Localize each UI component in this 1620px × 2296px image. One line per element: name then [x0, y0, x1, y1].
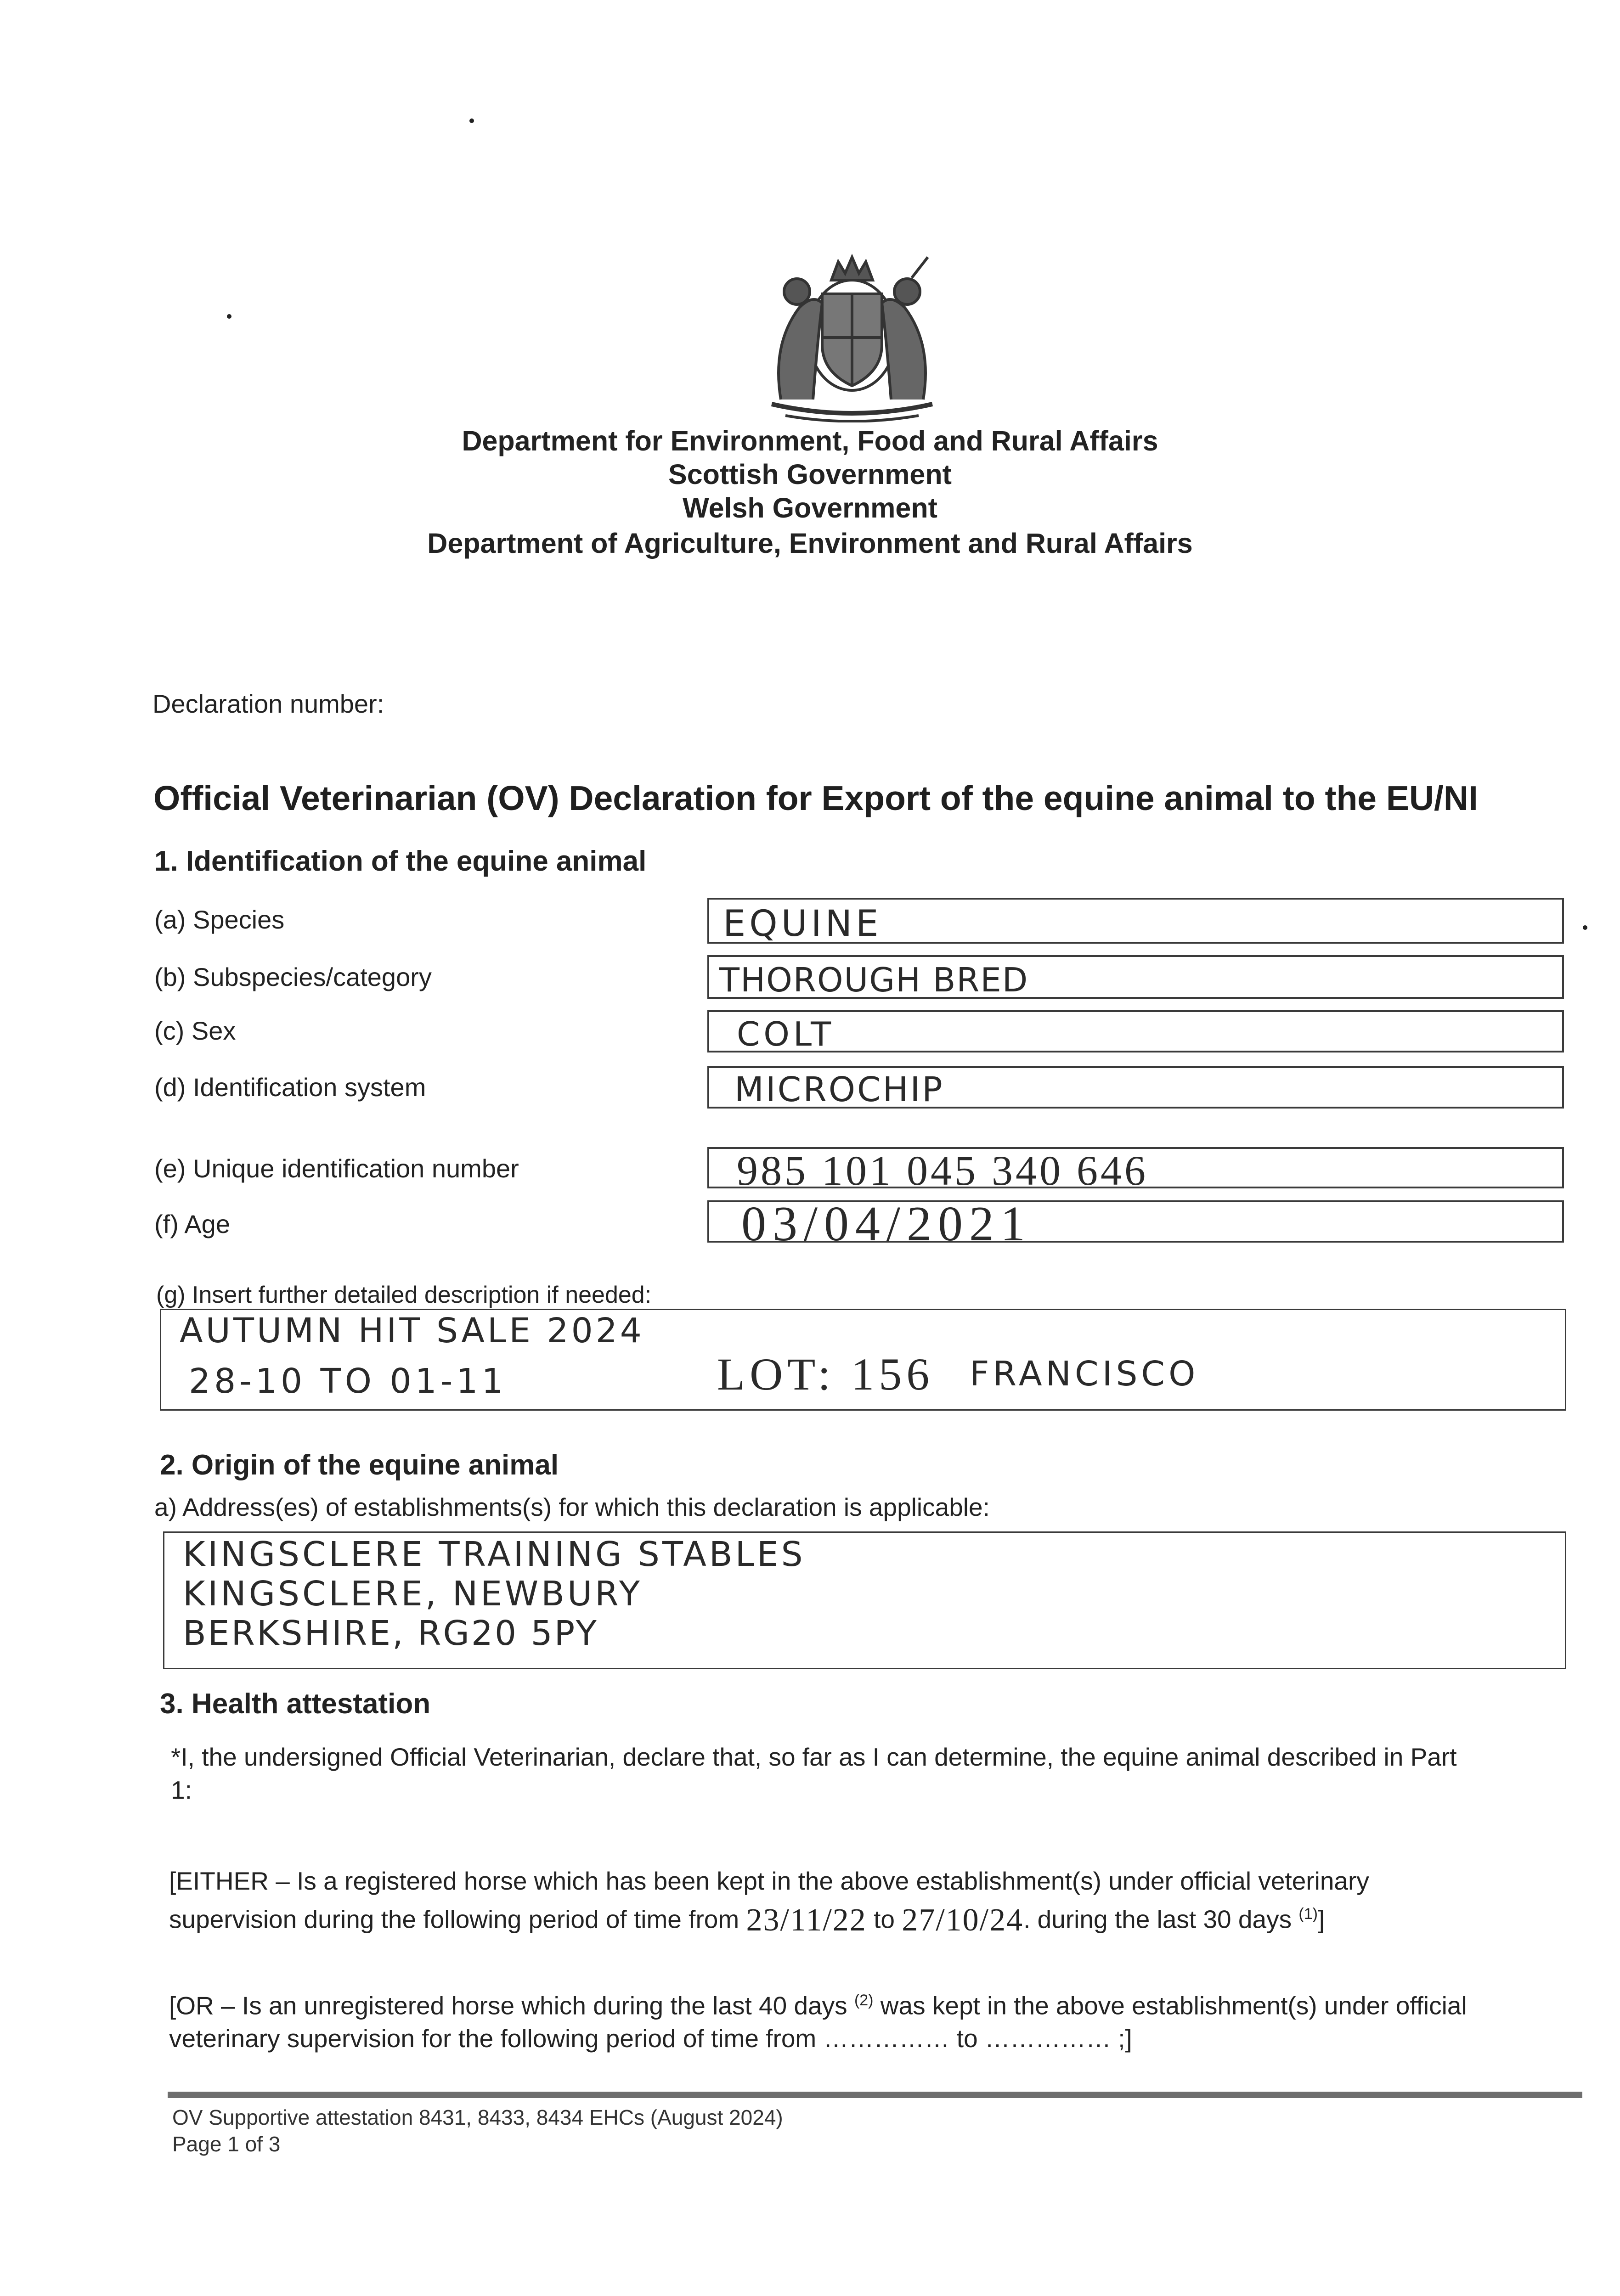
either-line2-start: supervision during the following period of time from: [169, 1905, 739, 1934]
attestation-intro-line2: 1:: [171, 1776, 192, 1804]
either-to-date[interactable]: 27/10/24: [902, 1902, 1024, 1938]
age-field[interactable]: [707, 1197, 1564, 1251]
attestation-or: [169, 1984, 1584, 2055]
or-line1: [169, 1984, 1584, 2022]
sex-field[interactable]: [707, 1010, 1564, 1052]
attestation-intro-line1: *I, the undersigned Official Veterinarian, declare that, so far as I can determine, the equine animal described in Part: [171, 1743, 1457, 1771]
page-number: Page 1 of 3: [172, 2132, 281, 2156]
subspecies-label: (b) Subspecies/category: [154, 962, 432, 991]
species-label: (a) Species: [154, 905, 285, 934]
footer-divider: [168, 2092, 1582, 2098]
section1-heading: 1. Identification of the equine animal: [154, 845, 647, 877]
footer-reference: OV Supportive attestation 8431, 8433, 8434 EHCs (August 2024): [172, 2105, 783, 2129]
id-system-value: MICROCHIP: [734, 1070, 944, 1109]
scan-speck: [227, 314, 231, 319]
description-line2: 28-10 TO 01-11: [189, 1362, 507, 1401]
description-lot: LOT: 156: [717, 1349, 934, 1400]
either-line2: [169, 1897, 1584, 1937]
description-field[interactable]: [160, 1309, 1566, 1411]
document-title: Official Veterinarian (OV) Declaration for Export of the equine animal to the EU/NI: [153, 779, 1478, 817]
header-daera: Department of Agriculture, Environment and Rural Affairs: [427, 528, 1193, 559]
either-close-bracket: ]: [1317, 1905, 1325, 1934]
address-line2: KINGSCLERE, NEWBURY: [183, 1574, 643, 1614]
address-line3: BERKSHIRE, RG20 5PY: [183, 1614, 598, 1653]
either-line2-end: . during the last 30 days: [1023, 1905, 1292, 1934]
scan-speck: [1583, 925, 1587, 930]
or-line2: veterinary supervision for the following period of time from …………… to …………… ;]: [169, 2024, 1132, 2053]
description-name: FRANCISCO: [970, 1354, 1199, 1394]
or-line1-start: [OR – Is an unregistered horse which during the last 40 days: [169, 1991, 847, 2020]
description-label: (g) Insert further detailed description if needed:: [156, 1282, 652, 1308]
attestation-intro: [171, 1740, 1576, 1806]
uid-label: (e) Unique identification number: [154, 1154, 519, 1183]
either-line1: [EITHER – Is a registered horse which has been kept in the above establishment(s) under official veterinary: [169, 1867, 1369, 1895]
address-line1: KINGSCLERE TRAINING STABLES: [183, 1535, 806, 1574]
either-to-word: to: [874, 1905, 895, 1934]
sex-value: COLT: [737, 1015, 835, 1053]
species-field[interactable]: [707, 898, 1564, 944]
header-welsh-gov: Welsh Government: [683, 492, 937, 523]
section2-heading: 2. Origin of the equine animal: [160, 1449, 559, 1481]
address-label: a) Address(es) of establishments(s) for which this declaration is applicable:: [154, 1493, 990, 1521]
subspecies-value: THOROUGH BRED: [719, 961, 1029, 999]
attestation-either: [169, 1864, 1584, 1937]
header-scottish-gov: Scottish Government: [668, 459, 952, 490]
uid-field[interactable]: [707, 1147, 1564, 1194]
uid-value: 985 101 045 340 646: [737, 1147, 1148, 1194]
address-field[interactable]: [163, 1531, 1566, 1669]
declaration-number-label: Declaration number:: [152, 689, 384, 718]
or-line1-end: was kept in the above establishment(s) under official: [880, 1991, 1467, 2020]
species-value: EQUINE: [723, 903, 882, 945]
scan-speck: [469, 118, 474, 123]
section3-heading: 3. Health attestation: [160, 1688, 431, 1720]
either-from-date[interactable]: 23/11/22: [746, 1902, 867, 1938]
or-footnote-ref: (2): [854, 1992, 874, 2009]
royal-coat-of-arms-logo: [753, 248, 951, 422]
id-system-field[interactable]: [707, 1066, 1564, 1109]
sex-label: (c) Sex: [154, 1016, 236, 1045]
age-label: (f) Age: [154, 1210, 230, 1238]
subspecies-field[interactable]: [707, 955, 1564, 999]
id-system-label: (d) Identification system: [154, 1073, 426, 1102]
either-footnote-ref: (1): [1298, 1905, 1318, 1923]
age-value: 03/04/2021: [741, 1197, 1032, 1251]
description-line1: AUTUMN HIT SALE 2024: [180, 1311, 644, 1351]
header-defra: Department for Environment, Food and Rural Affairs: [462, 425, 1158, 456]
footer: [172, 2104, 783, 2157]
